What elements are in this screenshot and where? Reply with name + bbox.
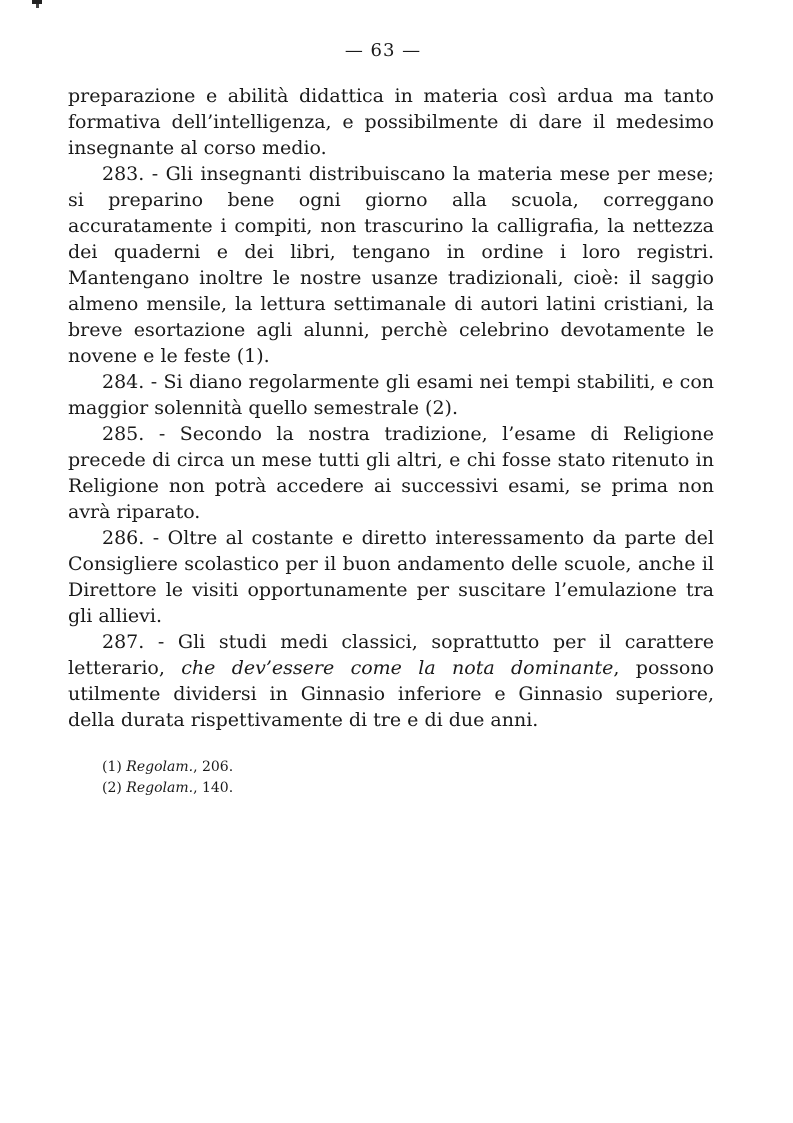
paragraph-283: 283. - Gli insegnanti distribuiscano la materia mese per mese; si preparino bene ogni giorno alla scuola, correggano accuratamente i compiti, non trascurino la calligrafia, la nettezza dei quaderni e dei libri, tengano in ordine i loro registri. Mantengano inoltre le nostre usanze tradizionali, cioè: il saggio almeno mensile, la lettura settimanale di autori latini cristiani, la breve esortazione agli alunni, perchè celebrino devotamente le novene e le feste (1). — [68, 163, 714, 367]
footnote-ref: Regolam. — [126, 780, 194, 796]
paragraph-287-text: 287. - Gli studi medi classici, soprattutto per il carattere letterario, — [68, 631, 714, 679]
paragraph-284: 284. - Si diano regolarmente gli esami nei tempi stabiliti, e con maggior solennità quello semestrale (2). — [68, 371, 714, 419]
body-text — [68, 83, 714, 733]
paragraph-286: 286. - Oltre al costante e diretto interessamento da parte del Consigliere scolastico per il buon andamento delle scuole, anche il Direttore le visiti opportunamente per suscitare l’emulazione tra gli allievi. — [68, 527, 714, 627]
footnote-marker: (1) — [102, 759, 122, 775]
scan-speck — [30, 0, 50, 14]
paragraph-continuation: preparazione e abilità didattica in materia così ardua ma tanto formativa dell’intelligenza, e possibilmente di dare il medesimo insegnante al corso medio. — [68, 85, 714, 159]
paragraph-285: 285. - Secondo la nostra tradizione, l’esame di Religione precede di circa un mese tutti gli altri, e chi fosse stato ritenuto in Religione non potrà accedere ai successivi esami, se prima non avrà riparato. — [68, 423, 714, 523]
footnote-page: , 140. — [193, 780, 234, 796]
document-page — [68, 40, 714, 799]
footnote — [102, 757, 714, 778]
footnotes — [68, 757, 714, 799]
footnote-page: , 206. — [193, 759, 234, 775]
paragraph-287-text-end: , possono utilmente dividersi in Ginnasio inferiore e Ginnasio superiore, della durata rispettivamente di tre e di due anni. — [68, 657, 714, 731]
page-number: — 63 — — [344, 40, 422, 61]
paragraph-287 — [68, 629, 714, 733]
footnote-marker: (2) — [102, 780, 122, 796]
footnote — [102, 778, 714, 799]
footnote-ref: Regolam. — [126, 759, 194, 775]
paragraph-287-italic: che dev’essere come la nota dominante — [181, 657, 614, 679]
